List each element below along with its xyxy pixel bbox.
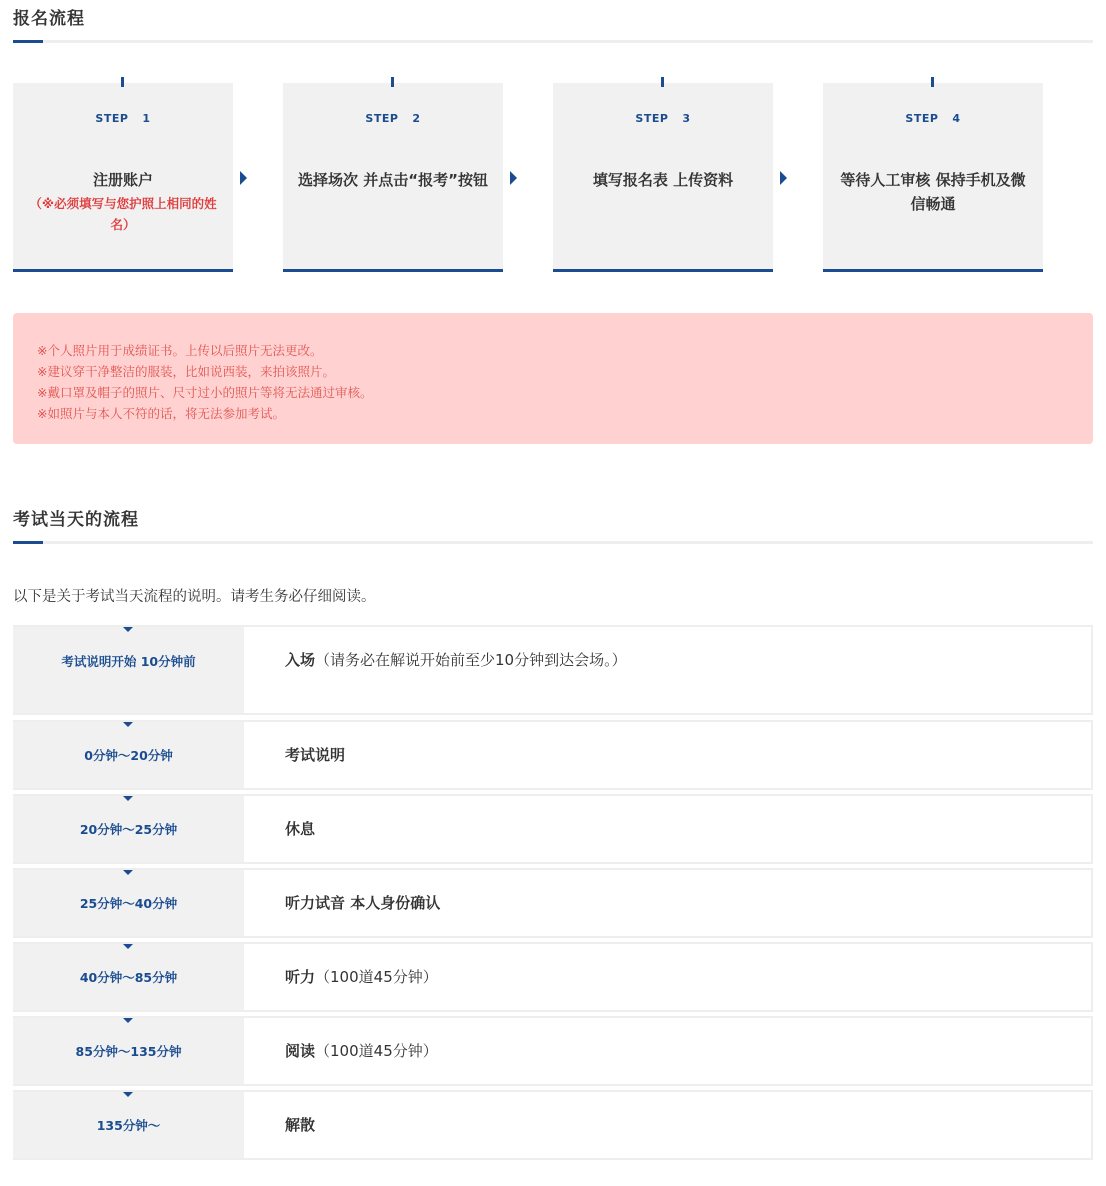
step-tick <box>931 77 934 87</box>
schedule-description <box>285 1114 315 1135</box>
schedule-time: 85分钟～135分钟 <box>75 1044 182 1059</box>
step-text: 注册账户 <box>92 171 153 189</box>
schedule-time-cell <box>13 944 244 1010</box>
notice-line: ※建议穿干净整洁的服装，比如说西装，来拍该照片。 <box>37 364 335 379</box>
caret-down-icon <box>123 944 133 949</box>
notice-line: ※如照片与本人不符的话，将无法参加考试。 <box>37 406 285 421</box>
title-divider <box>13 541 1093 544</box>
schedule-time: 25分钟～40分钟 <box>79 896 178 911</box>
step-text: 选择场次 并点击“报考”按钮 <box>298 171 488 189</box>
schedule-description <box>285 818 315 839</box>
title-divider <box>13 40 1093 43</box>
caret-down-icon <box>123 1092 133 1097</box>
schedule-label: 入场 <box>285 651 316 669</box>
step-card-2 <box>283 83 503 272</box>
schedule-label: 听力 <box>285 968 316 986</box>
schedule-time: 考试说明开始 10分钟前 <box>61 654 196 669</box>
schedule-description <box>285 1040 438 1061</box>
schedule-row <box>13 868 1093 938</box>
step-label: STEP 2 <box>365 112 421 125</box>
step-label: STEP 1 <box>95 112 151 125</box>
schedule-label: 休息 <box>285 820 316 838</box>
schedule-row <box>13 942 1093 1012</box>
arrow-right-icon <box>240 171 247 185</box>
caret-down-icon <box>123 1018 133 1023</box>
schedule-time-cell <box>13 627 244 713</box>
step-card-1 <box>13 83 233 272</box>
step-tick <box>661 77 664 87</box>
schedule-description <box>285 649 627 670</box>
schedule-detail: （请务必在解说开始前至少10分钟到达会场。） <box>315 651 627 669</box>
step-warning-note: （※必须填写与您护照上相同的姓名） <box>29 196 217 232</box>
exam-day-intro: 以下是关于考试当天流程的说明。请考生务必仔细阅读。 <box>13 589 376 605</box>
step-card-3 <box>553 83 773 272</box>
schedule-label: 解散 <box>285 1116 316 1134</box>
step-tick <box>391 77 394 87</box>
registration-title: 报名流程 <box>13 9 85 29</box>
arrow-right-icon <box>510 171 517 185</box>
schedule-row <box>13 1090 1093 1160</box>
schedule-detail: （100道45分钟） <box>315 968 438 986</box>
step-card-4 <box>823 83 1043 272</box>
caret-down-icon <box>123 796 133 801</box>
notice-list <box>37 340 372 424</box>
schedule-time-cell <box>13 1018 244 1084</box>
schedule-time: 20分钟～25分钟 <box>79 822 178 837</box>
step-label: STEP 3 <box>635 112 691 125</box>
step-label: STEP 4 <box>905 112 961 125</box>
step-text: 填写报名表 上传资料 <box>592 171 734 189</box>
schedule-time-cell <box>13 1092 244 1158</box>
schedule-time: 135分钟～ <box>96 1118 161 1133</box>
caret-down-icon <box>123 627 133 632</box>
caret-down-icon <box>123 870 133 875</box>
registration-header <box>13 4 1093 29</box>
schedule-row <box>13 720 1093 790</box>
schedule-row <box>13 1016 1093 1086</box>
exam-day-title: 考试当天的流程 <box>13 510 139 530</box>
schedule-label: 考试说明 <box>285 746 346 764</box>
step-text: 等待人工审核 保持手机及微信畅通 <box>840 171 1026 213</box>
schedule-description <box>285 744 345 765</box>
photo-notice-box <box>13 313 1093 444</box>
schedule-time-cell <box>13 870 244 936</box>
schedule-time: 0分钟～20分钟 <box>84 748 173 763</box>
title-accent <box>13 541 43 544</box>
schedule-row <box>13 794 1093 864</box>
title-accent <box>13 40 43 43</box>
schedule-time: 40分钟～85分钟 <box>79 970 178 985</box>
schedule-detail: （100道45分钟） <box>315 1042 438 1060</box>
schedule-description <box>285 966 438 987</box>
schedule-row <box>13 625 1093 715</box>
arrow-right-icon <box>780 171 787 185</box>
notice-line: ※个人照片用于成绩证书。上传以后照片无法更改。 <box>37 343 323 358</box>
exam-day-header <box>13 505 1093 530</box>
schedule-time-cell <box>13 796 244 862</box>
step-tick <box>121 77 124 87</box>
schedule-label: 听力试音 本人身份确认 <box>285 894 441 912</box>
schedule-description <box>285 892 440 913</box>
schedule-time-cell <box>13 722 244 788</box>
notice-line: ※戴口罩及帽子的照片、尺寸过小的照片等将无法通过审核。 <box>37 385 373 400</box>
schedule-label: 阅读 <box>285 1042 316 1060</box>
caret-down-icon <box>123 722 133 727</box>
